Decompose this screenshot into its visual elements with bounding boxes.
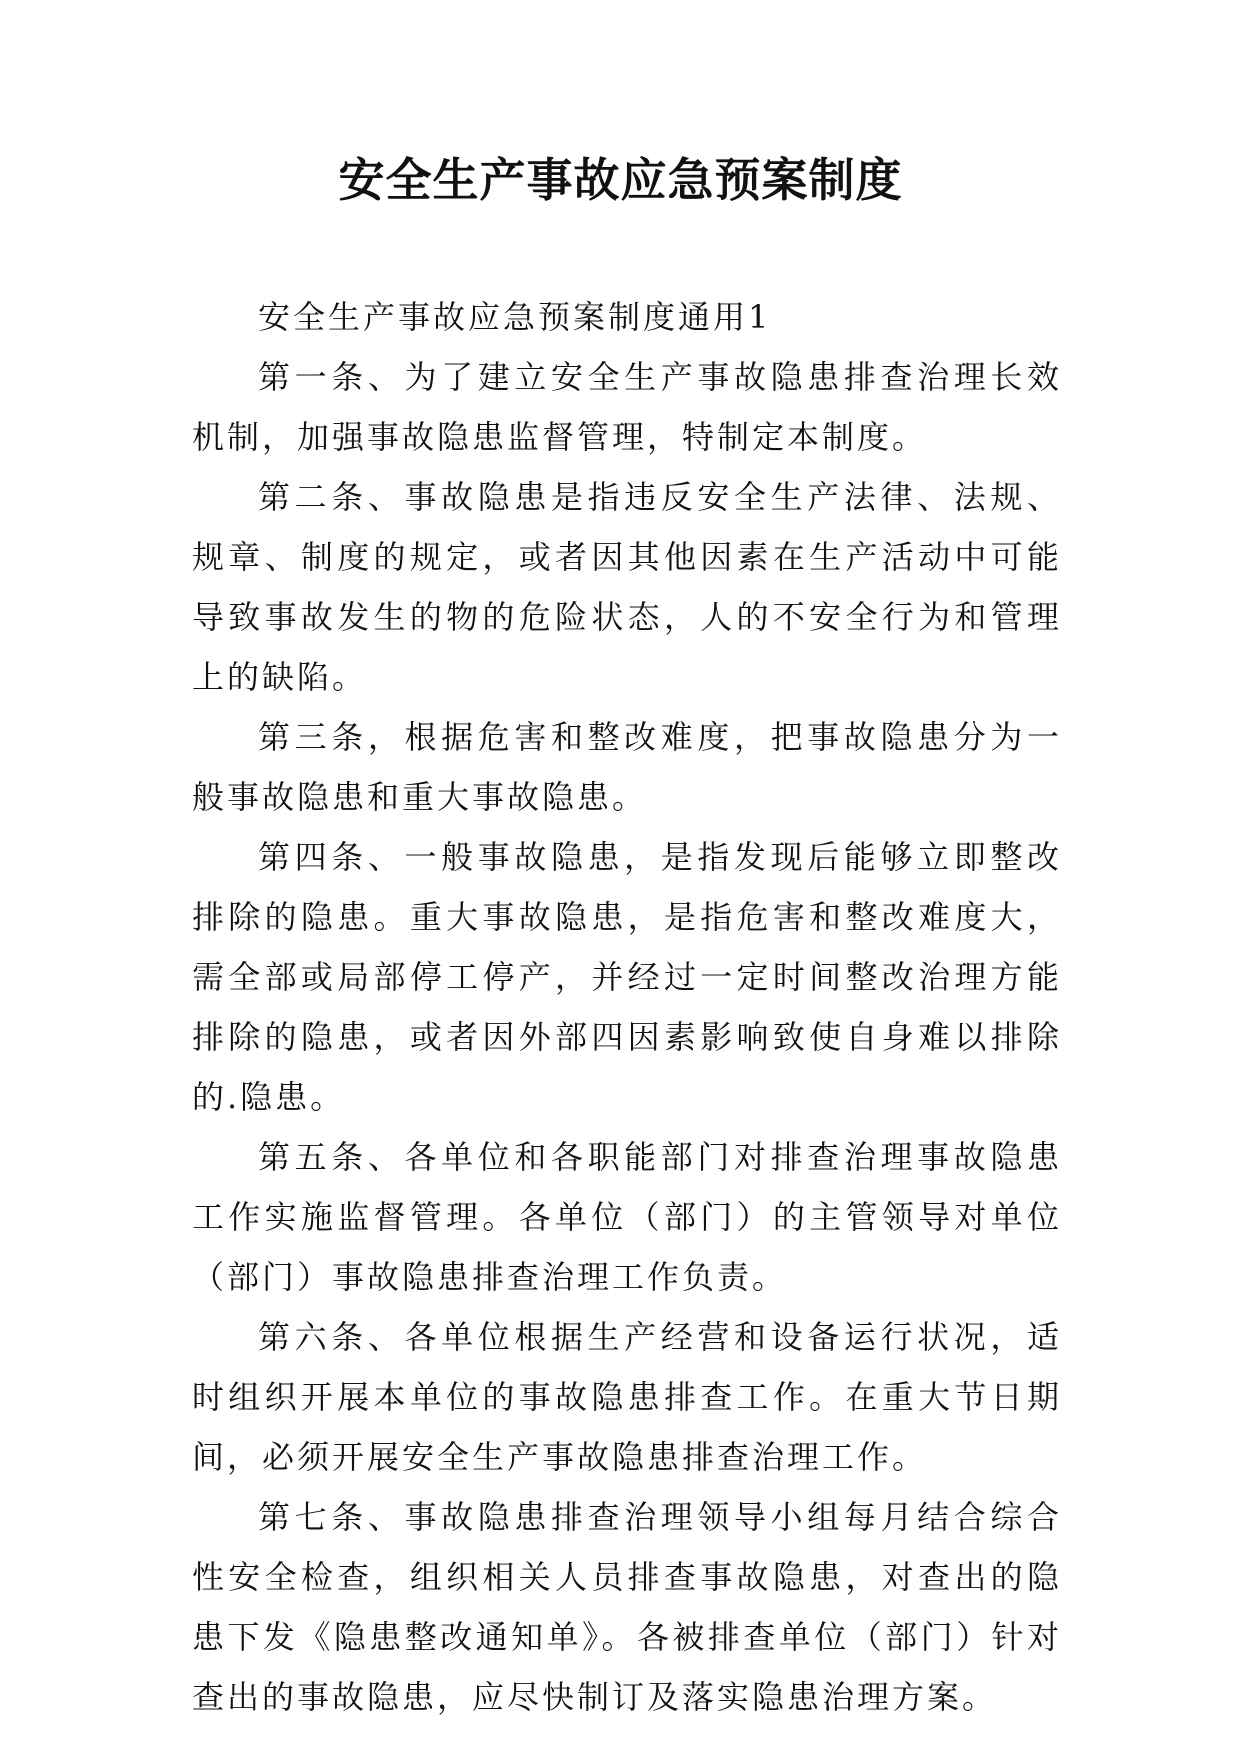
document-title: 安全生产事故应急预案制度 — [338, 153, 903, 207]
article-4-paragraph: 第四条、一般事故隐患，是指发现后能够立即整改排除的隐患。重大事故隐患，是指危害和整改难度大，需全部或局部停工停产，并经过一定时间整改治理方能排除的隐患，或者因外部四因素影响致使自身难以排除的.隐患。 — [192, 838, 1062, 1116]
article-3-paragraph: 第三条，根据危害和整改难度，把事故隐患分为一般事故隐患和重大事故隐患。 — [192, 718, 1062, 816]
document-body — [192, 287, 1062, 1727]
article-6-paragraph: 第六条、各单位根据生产经营和设备运行状况，适时组织开展本单位的事故隐患排查工作。在重大节日期间，必须开展安全生产事故隐患排查治理工作。 — [192, 1318, 1062, 1476]
document-subtitle: 安全生产事故应急预案制度通用1 — [258, 298, 772, 336]
article-7-paragraph: 第七条、事故隐患排查治理领导小组每月结合综合性安全检查，组织相关人员排查事故隐患，对查出的隐患下发《隐患整改通知单》。各被排查单位（部门）针对查出的事故隐患，应尽快制订及落实隐患治理方案。 — [192, 1498, 1062, 1716]
article-2-paragraph: 第二条、事故隐患是指违反安全生产法律、法规、规章、制度的规定，或者因其他因素在生产活动中可能导致事故发生的物的危险状态，人的不安全行为和管理上的缺陷。 — [192, 478, 1062, 696]
article-1-paragraph: 第一条、为了建立安全生产事故隐患排查治理长效机制，加强事故隐患监督管理，特制定本制度。 — [192, 358, 1062, 456]
article-5-paragraph: 第五条、各单位和各职能部门对排查治理事故隐患工作实施监督管理。各单位（部门）的主管领导对单位（部门）事故隐患排查治理工作负责。 — [192, 1138, 1062, 1296]
